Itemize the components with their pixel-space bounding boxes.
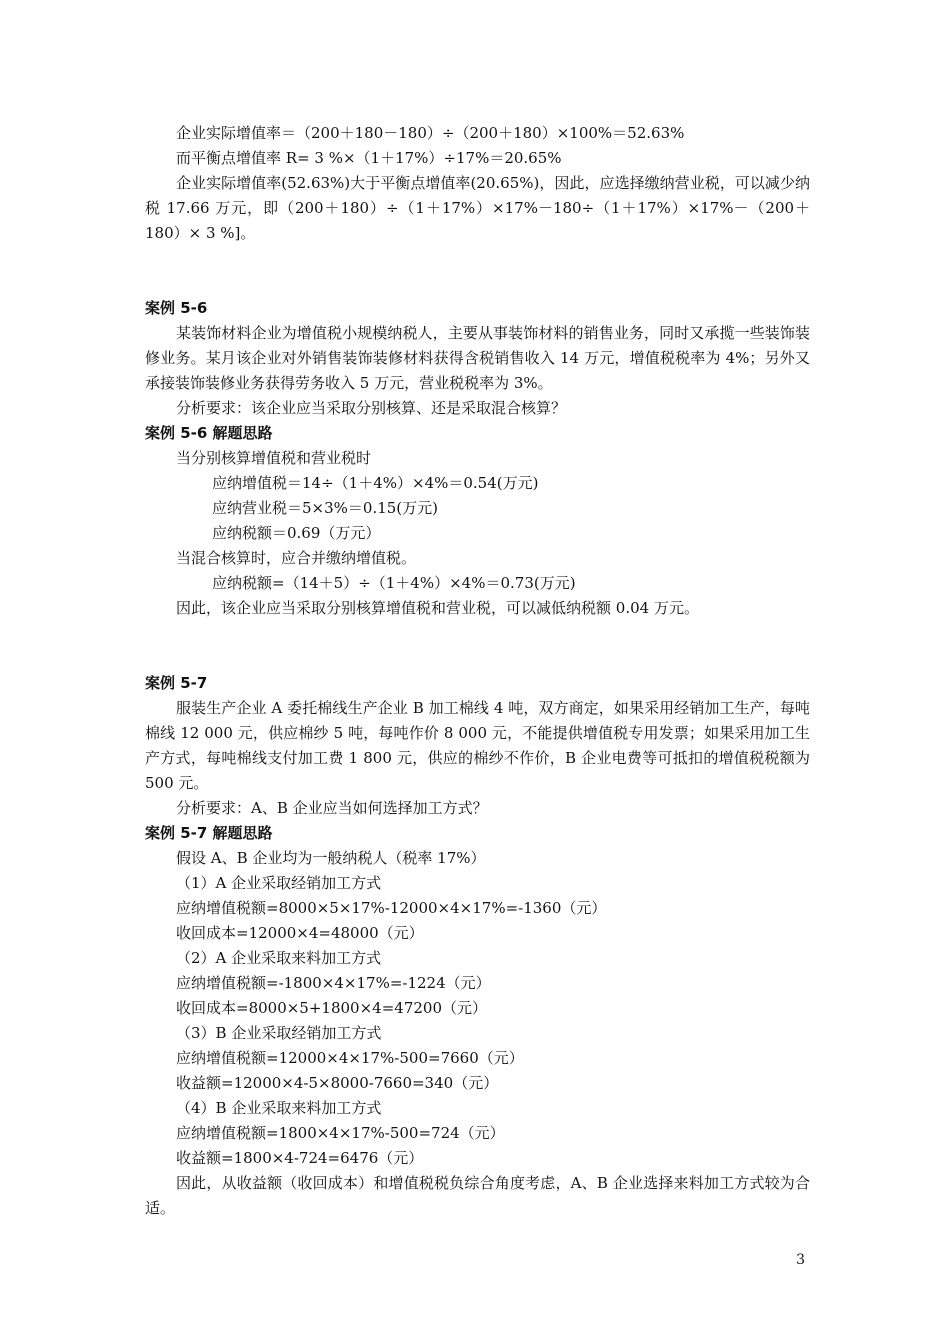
solution-line: 收回成本=8000×5+1800×4=47200（元） (176, 999, 487, 1017)
case-5-7-solution-heading: 案例 5-7 解题思路 (145, 824, 273, 842)
case-5-6-heading: 案例 5-6 (145, 299, 208, 317)
page-number: 3 (796, 1252, 805, 1268)
case-5-6-requirement: 分析要求：该企业应当采取分别核算、还是采取混合核算？ (176, 399, 567, 417)
solution-line: 收益额=12000×4-5×8000-7660=340（元） (176, 1074, 499, 1092)
case-5-7-requirement: 分析要求：A、B 企业应当如何选择加工方式？ (176, 799, 488, 817)
formula-actual-value-added-rate: 企业实际增值率＝（200＋180－180）÷（200＋180）×100%＝52.63% (176, 124, 685, 142)
solution-line: （4）B 企业采取来料加工方式 (176, 1099, 382, 1117)
case-5-6-description: 某装饰材料企业为增值税小规模纳税人，主要从事装饰材料的销售业务，同时又承揽一些装饰装修业务。某月该企业对外销售装饰装修材料获得含税销售收入 14 万元，增值税税率为 4%；另外又承接装饰装修业务获得劳务收入 5 万元，营业税税率为 3%。 (145, 324, 810, 392)
solution-line: 应纳增值税额=12000×4×17%-500=7660（元） (176, 1049, 524, 1067)
solution-line: （3）B 企业采取经销加工方式 (176, 1024, 382, 1042)
solution-line: 应纳增值税额=1800×4×17%-500=724（元） (176, 1124, 505, 1142)
formula-breakeven-rate: 而平衡点增值率 R= 3 %×（1＋17%）÷17%＝20.65% (176, 149, 562, 167)
solution-line: 收回成本=12000×4=48000（元） (176, 924, 424, 942)
solution-line: 应纳增值税＝14÷（1＋4%）×4%＝0.54(万元) (212, 474, 539, 492)
solution-line: 应纳增值税额=-1800×4×17%=-1224（元） (176, 974, 491, 992)
solution-line: 应纳税额＝0.69（万元） (212, 524, 381, 542)
solution-line: 应纳增值税额=8000×5×17%-12000×4×17%=-1360（元） (176, 899, 607, 917)
solution-line: （2）A 企业采取来料加工方式 (176, 949, 382, 967)
case-5-7-heading: 案例 5-7 (145, 674, 208, 692)
page-content (145, 121, 810, 1221)
solution-line: 收益额=1800×4-724=6476（元） (176, 1149, 424, 1167)
solution-line: 当混合核算时，应合并缴纳增值税。 (176, 549, 417, 567)
solution-line: 当分别核算增值税和营业税时 (176, 449, 372, 467)
case-5-7-description: 服装生产企业 A 委托棉线生产企业 B 加工棉线 4 吨，双方商定，如果采用经销加工生产，每吨棉线 12 000 元，供应棉纱 5 吨，每吨作价 8 000 元，不能提供增值税专用发票；如果采用加工生产方式，每吨棉线支付加工费 1 800 元，供应的棉纱不作价，B 企业电费等可抵扣的增值税税额为 500 元。 (145, 699, 810, 792)
solution-conclusion: 因此，该企业应当采取分别核算增值税和营业税，可以减低纳税额 0.04 万元。 (176, 599, 699, 617)
solution-line: 应纳税额=（14＋5）÷（1＋4%）×4%＝0.73(万元) (212, 574, 576, 592)
case-5-6-solution-heading: 案例 5-6 解题思路 (145, 424, 273, 442)
conclusion-paragraph: 企业实际增值率(52.63%)大于平衡点增值率(20.65%)，因此，应选择缴纳营业税，可以减少纳税 17.66 万元，即（200＋180）÷（1＋17%）×17%－180÷（1＋17%）×17%－（200＋180）× 3 %]。 (145, 174, 810, 242)
solution-line: 应纳营业税＝5×3%＝0.15(万元) (212, 499, 439, 517)
solution-line: （1）A 企业采取经销加工方式 (176, 874, 382, 892)
solution-line: 假设 A、B 企业均为一般纳税人（税率 17%） (176, 849, 486, 867)
case-5-7-conclusion: 因此，从收益额（收回成本）和增值税税负综合角度考虑，A、B 企业选择来料加工方式较为合适。 (145, 1174, 810, 1217)
